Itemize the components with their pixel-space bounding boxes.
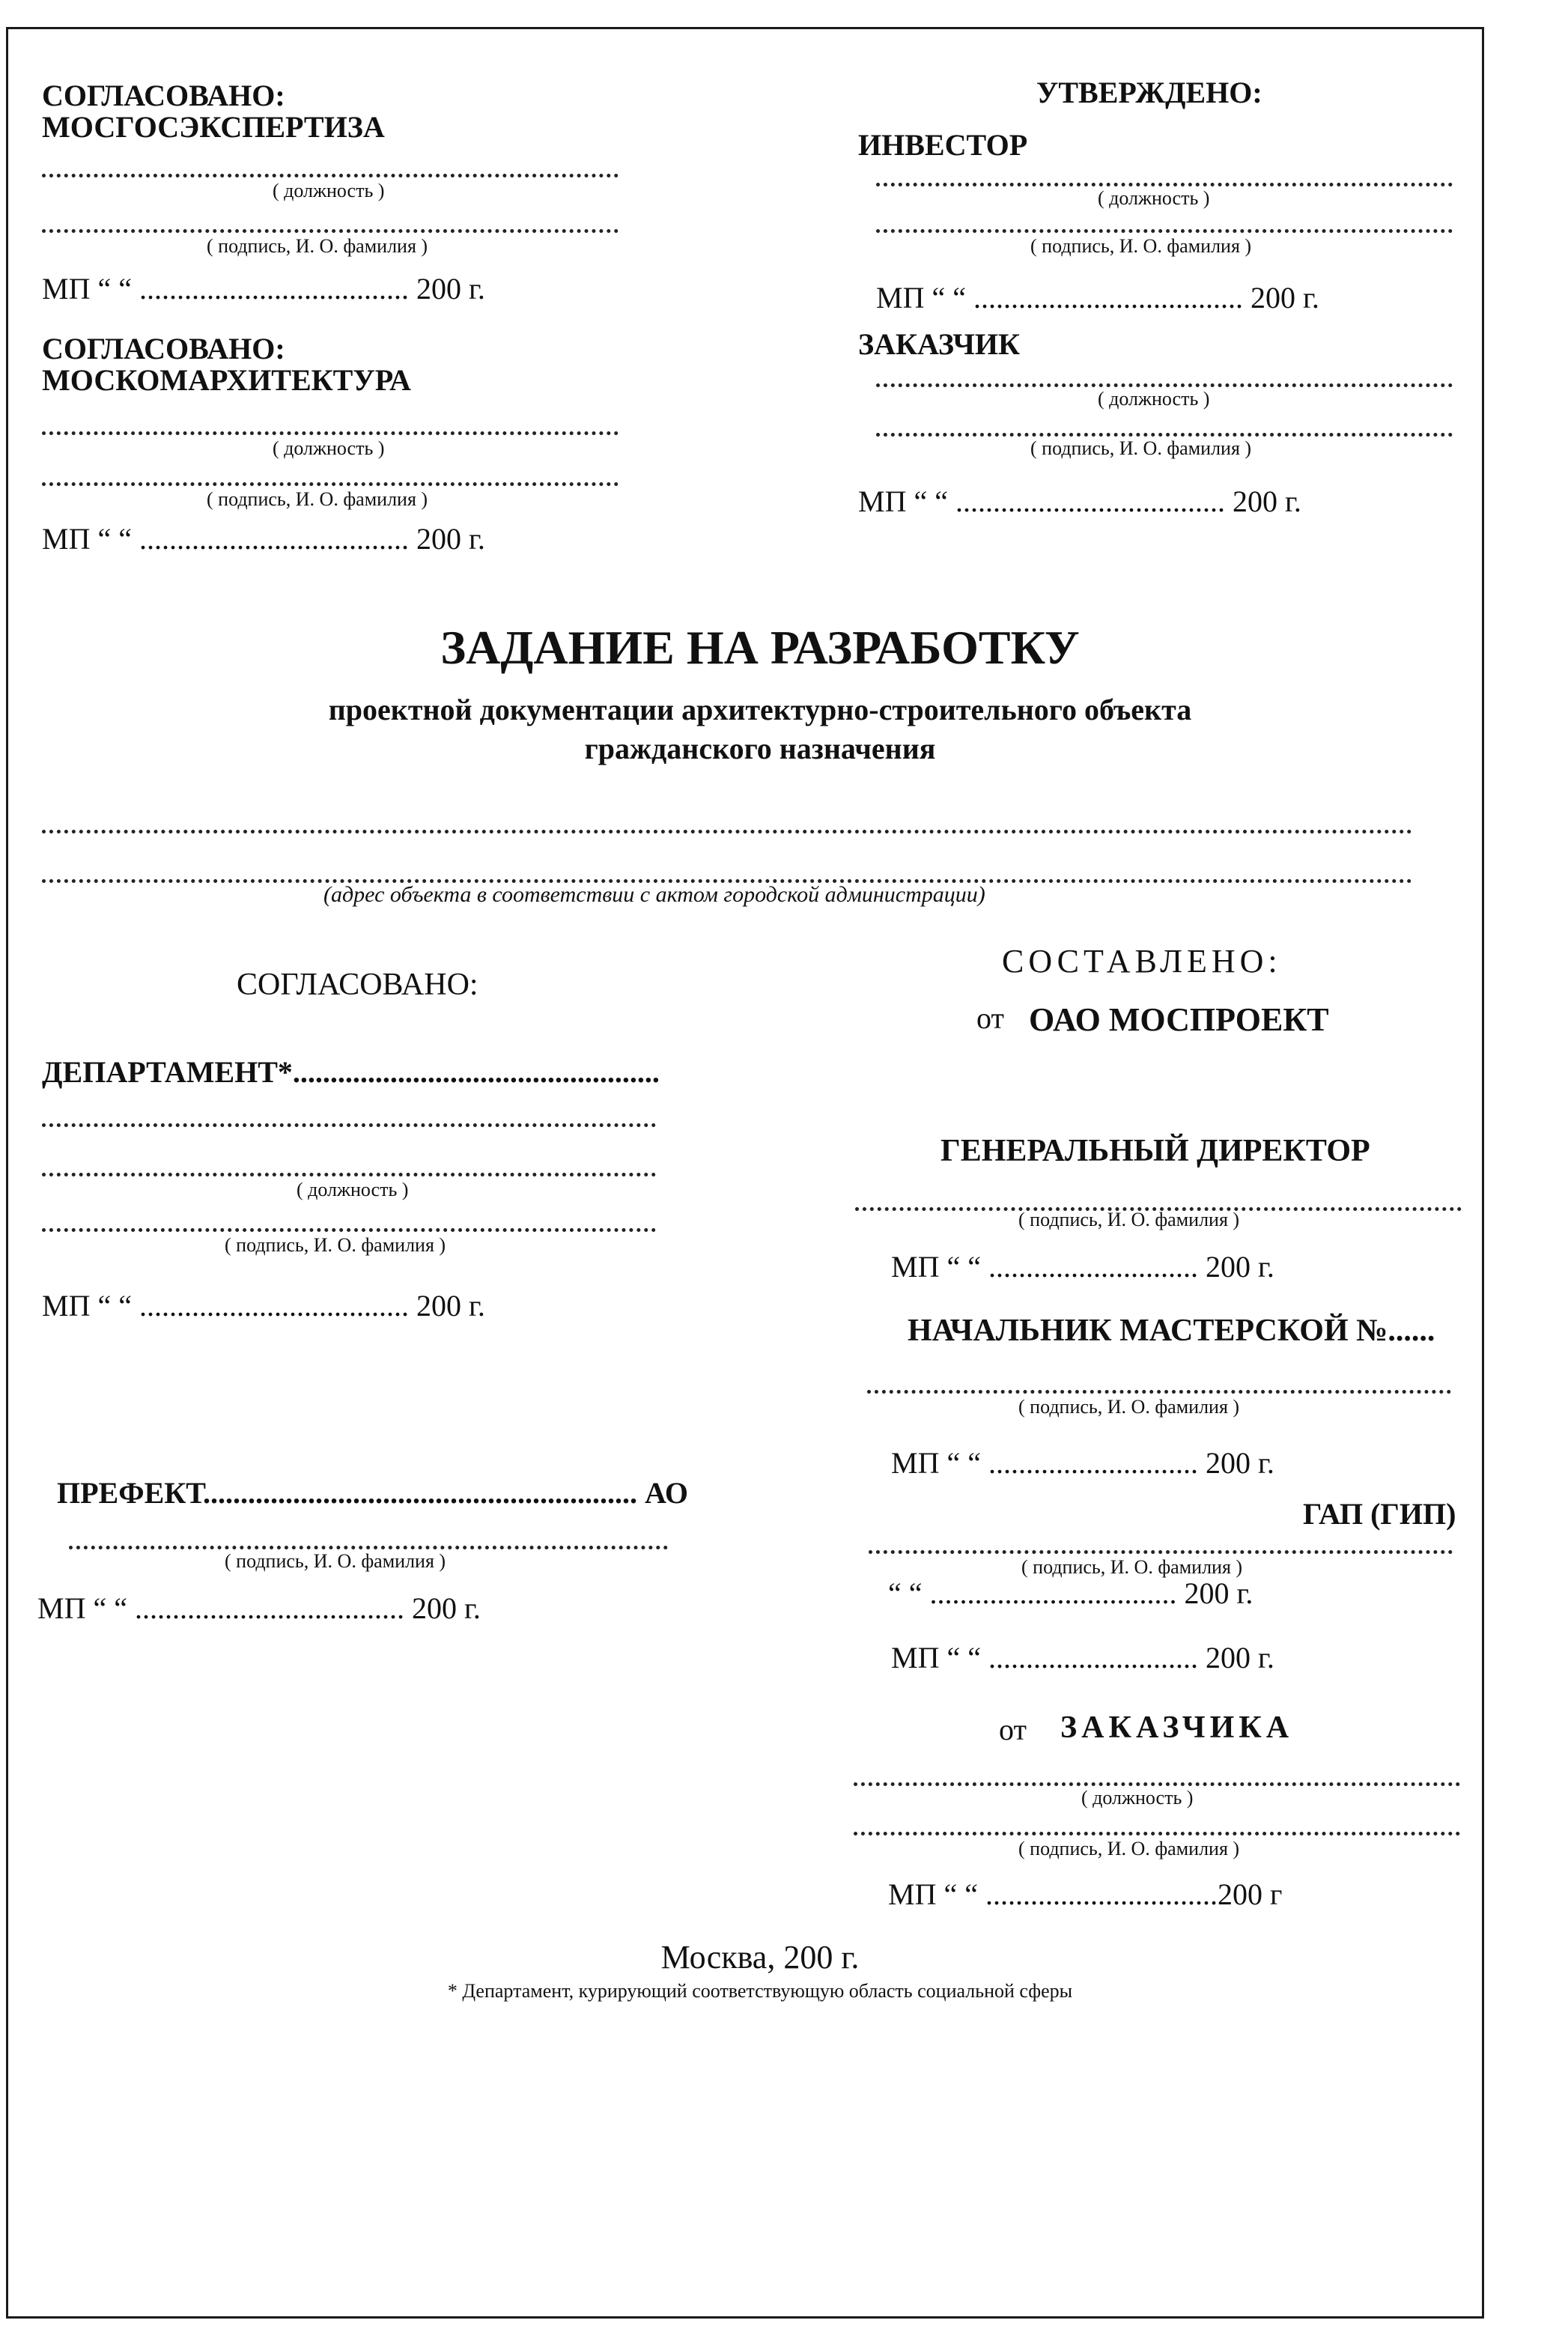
department-line[interactable]: ДЕПАРТАМЕНТ*................................................. bbox=[42, 1055, 660, 1089]
signature-caption: ( подпись, И. О. фамилия ) bbox=[1021, 1556, 1243, 1578]
document-title: ЗАДАНИЕ НА РАЗРАБОТКУ bbox=[440, 621, 1080, 674]
agreed-heading-1: СОГЛАСОВАНО: bbox=[42, 79, 285, 112]
stamp-date-line[interactable]: МП “ “ ............................ 200 г. bbox=[891, 1250, 1274, 1284]
signature-field[interactable] bbox=[854, 1832, 1460, 1836]
general-director-label: ГЕНЕРАЛЬНЫЙ ДИРЕКТОР bbox=[941, 1134, 1370, 1168]
org-mosgosexpertiza: МОСГОСЭКСПЕРТИЗА bbox=[42, 110, 385, 144]
signature-caption: ( подпись, И. О. фамилия ) bbox=[1018, 1209, 1240, 1230]
position-caption: ( должность ) bbox=[297, 1179, 409, 1200]
position-caption: ( должность ) bbox=[1098, 187, 1210, 209]
position-field[interactable] bbox=[876, 383, 1453, 387]
stamp-date-line[interactable]: МП “ “ ...............................200 г bbox=[888, 1877, 1283, 1911]
position-field[interactable] bbox=[876, 183, 1453, 186]
compiled-heading: СОСТАВЛЕНО: bbox=[1002, 943, 1282, 980]
signature-caption: ( подпись, И. О. фамилия ) bbox=[1018, 1396, 1240, 1418]
signature-caption: ( подпись, И. О. фамилия ) bbox=[225, 1234, 446, 1256]
document-subtitle-2: гражданского назначения bbox=[584, 732, 936, 765]
department-field[interactable] bbox=[42, 1123, 656, 1127]
customer-label: ЗАКАЗЧИК bbox=[858, 327, 1020, 361]
signature-caption: ( подпись, И. О. фамилия ) bbox=[1030, 235, 1252, 257]
position-caption: ( должность ) bbox=[273, 437, 385, 459]
org-moskomarkhitektura: МОСКОМАРХИТЕКТУРА bbox=[42, 363, 411, 397]
signature-field[interactable] bbox=[876, 433, 1453, 437]
position-caption: ( должность ) bbox=[273, 180, 385, 201]
city-year: Москва, 200 г. bbox=[660, 1939, 860, 1976]
stamp-date-line[interactable]: МП “ “ ............................ 200 г. bbox=[891, 1446, 1274, 1480]
signature-field[interactable] bbox=[867, 1390, 1451, 1394]
signature-field[interactable] bbox=[42, 1228, 656, 1232]
agreed-heading-2: СОГЛАСОВАНО: bbox=[42, 332, 285, 365]
stamp-date-line[interactable]: МП “ “ ............................ 200 г. bbox=[891, 1641, 1274, 1674]
signature-field[interactable] bbox=[42, 482, 619, 486]
position-caption: ( должность ) bbox=[1098, 388, 1210, 410]
signature-field[interactable] bbox=[876, 229, 1453, 233]
from-prefix: от bbox=[999, 1713, 1027, 1746]
address-caption: (адрес объекта в соответствии с актом городской администрации) bbox=[323, 882, 985, 907]
gap-label: ГАП (ГИП) bbox=[1303, 1497, 1456, 1531]
position-field[interactable] bbox=[42, 431, 619, 435]
address-field[interactable] bbox=[42, 830, 1412, 834]
approved-heading: УТВЕРЖДЕНО: bbox=[1036, 76, 1262, 109]
date-line[interactable]: “ “ ................................. 200 г. bbox=[888, 1576, 1254, 1610]
position-field[interactable] bbox=[42, 1173, 656, 1176]
stamp-date-line[interactable]: МП “ “ .................................... 200 г. bbox=[37, 1591, 481, 1625]
agreed-heading-3: СОГЛАСОВАНО: bbox=[237, 968, 478, 1002]
stamp-date-line[interactable]: МП “ “ .................................... 200 г. bbox=[42, 1289, 485, 1323]
signature-caption: ( подпись, И. О. фамилия ) bbox=[1018, 1838, 1240, 1859]
from-prefix: от bbox=[976, 1001, 1004, 1035]
stamp-date-line[interactable]: МП “ “ .................................... 200 г. bbox=[858, 485, 1301, 518]
stamp-date-line[interactable]: МП “ “ .................................... 200 г. bbox=[42, 272, 485, 306]
position-field[interactable] bbox=[42, 174, 619, 177]
position-field[interactable] bbox=[854, 1782, 1460, 1786]
signature-field[interactable] bbox=[869, 1550, 1453, 1554]
signature-caption: ( подпись, И. О. фамилия ) bbox=[207, 235, 428, 257]
stamp-date-line[interactable]: МП “ “ .................................... 200 г. bbox=[42, 522, 485, 556]
position-caption: ( должность ) bbox=[1081, 1787, 1194, 1809]
org-mosproekt: ОАО МОСПРОЕКТ bbox=[1029, 1001, 1329, 1038]
prefect-line[interactable]: ПРЕФЕКТ.......................................................... АО bbox=[57, 1476, 688, 1510]
footnote: * Департамент, курирующий соответствующую область социальной сферы bbox=[447, 1980, 1073, 2002]
workshop-head-label[interactable]: НАЧАЛЬНИК МАСТЕРСКОЙ №...... bbox=[908, 1314, 1435, 1348]
signature-field[interactable] bbox=[42, 229, 619, 233]
signature-caption: ( подпись, И. О. фамилия ) bbox=[207, 488, 428, 510]
document-subtitle-1: проектной документации архитектурно-строительного объекта bbox=[328, 693, 1192, 726]
investor-label: ИНВЕСТОР bbox=[858, 128, 1028, 162]
signature-caption: ( подпись, И. О. фамилия ) bbox=[225, 1550, 446, 1572]
from-customer-label: ЗАКАЗЧИКА bbox=[1060, 1710, 1294, 1745]
stamp-date-line[interactable]: МП “ “ .................................... 200 г. bbox=[876, 281, 1319, 315]
signature-caption: ( подпись, И. О. фамилия ) bbox=[1030, 437, 1252, 459]
signature-field[interactable] bbox=[69, 1546, 668, 1549]
